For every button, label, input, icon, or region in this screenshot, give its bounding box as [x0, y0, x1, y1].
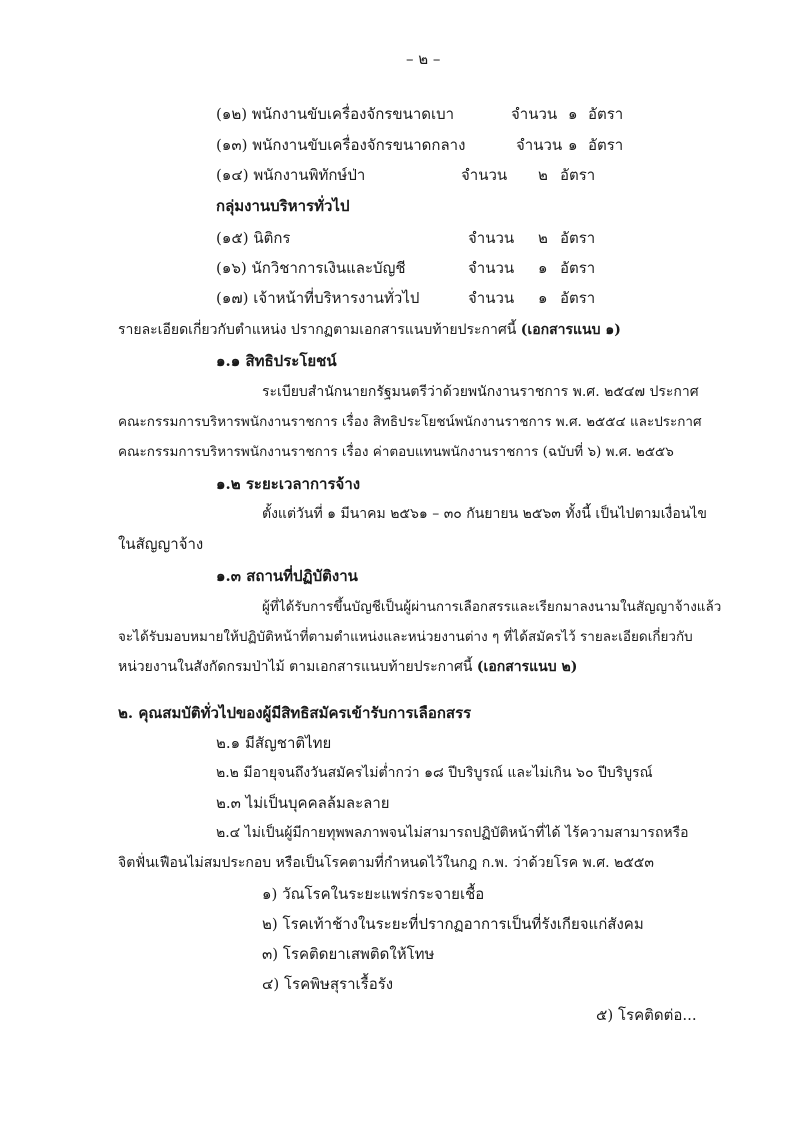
- paragraph-line: ในสัญญาจ้าง: [118, 535, 204, 553]
- position-name: (๑๕) นิติกร: [216, 229, 291, 247]
- paragraph-line: จะได้รับมอบหมายให้ปฏิบัติหน้าที่ตามตำแหน่งและหน่วยงานต่าง ๆ ที่ได้สมัครไว้ รายละเอียดเกี่ยวกับ: [118, 629, 693, 645]
- paragraph-line: คณะกรรมการบริหารพนักงานราชการ เรื่อง ค่าตอบแทนพนักงานราชการ (ฉบับที่ ๖) พ.ศ. ๒๕๕๖: [118, 444, 674, 460]
- qualification-item: ๒.๔ ไม่เป็นผู้มีกายทุพพลภาพจนไม่สามารถปฏิบัติหน้าที่ได้ ไร้ความสามารถหรือ: [216, 825, 689, 841]
- details-reference: (เอกสารแนบ ๑): [520, 322, 621, 338]
- position-unit: อัตรา: [560, 166, 596, 184]
- qualification-item: ๒.๓ ไม่เป็นบุคคลล้มละลาย: [216, 794, 390, 812]
- disease-item: ๒) โรคเท้าช้างในระยะที่ปรากฏอาการเป็นที่รังเกียจแก่สังคม: [262, 915, 644, 933]
- paragraph-line: คณะกรรมการบริหารพนักงานราชการ เรื่อง สิทธิประโยชน์พนักงานราชการ พ.ศ. ๒๕๕๔ และประกาศ: [118, 414, 702, 430]
- attachment-reference: (เอกสารแนบ ๒): [476, 659, 578, 675]
- position-unit: อัตรา: [560, 259, 596, 277]
- disease-item: ๓) โรคติดยาเสพติดให้โทษ: [262, 945, 435, 963]
- continuation-marker: ๕) โรคติดต่อ...: [596, 1006, 697, 1024]
- position-name: (๑๔) พนักงานพิทักษ์ป่า: [216, 166, 366, 184]
- qualification-item: ๒.๑ มีสัญชาติไทย: [216, 734, 332, 752]
- paragraph-text: หน่วยงานในสังกัดกรมป่าไม้ ตามเอกสารแนบท้ายประกาศนี้: [118, 659, 473, 675]
- position-count-label: จำนวน: [516, 136, 563, 154]
- section-heading-1-1: ๑.๑ สิทธิประโยชน์: [216, 352, 337, 370]
- details-text: รายละเอียดเกี่ยวกับตำแหน่ง ปรากฏตามเอกสารแนบท้ายประกาศนี้: [118, 322, 517, 338]
- details-line: [118, 320, 621, 340]
- position-unit: อัตรา: [560, 289, 596, 307]
- qualification-item: ๒.๒ มีอายุจนถึงวันสมัครไม่ต่ำกว่า ๑๘ ปีบริบูรณ์ และไม่เกิน ๖๐ ปีบริบูรณ์: [216, 765, 653, 781]
- position-count-label: จำนวน: [468, 229, 515, 247]
- position-count: ๒: [538, 229, 548, 247]
- disease-item: ๑) วัณโรคในระยะแพร่กระจายเชื้อ: [262, 885, 485, 903]
- position-count: ๑: [568, 136, 578, 154]
- position-count: ๑: [538, 289, 548, 307]
- position-name: (๑๒) พนักงานขับเครื่องจักรขนาดเบา: [216, 105, 455, 123]
- position-unit: อัตรา: [588, 105, 624, 123]
- paragraph-line: ตั้งแต่วันที่ ๑ มีนาคม ๒๕๖๑ – ๓๐ กันยายน ๒๕๖๓ ทั้งนี้ เป็นไปตามเงื่อนไข: [262, 506, 707, 522]
- group-heading: กลุ่มงานบริหารทั่วไป: [216, 197, 350, 215]
- position-count-label: จำนวน: [461, 166, 508, 184]
- paragraph-line: ระเบียบสำนักนายกรัฐมนตรีว่าด้วยพนักงานราชการ พ.ศ. ๒๕๔๗ ประกาศ: [262, 384, 699, 400]
- section-heading-1-3: ๑.๓ สถานที่ปฏิบัติงาน: [216, 567, 358, 585]
- section-heading-2: ๒. คุณสมบัติทั่วไปของผู้มีสิทธิสมัครเข้ารับการเลือกสรร: [118, 704, 472, 722]
- position-name: (๑๗) เจ้าหน้าที่บริหารงานทั่วไป: [216, 289, 420, 307]
- position-unit: อัตรา: [588, 136, 624, 154]
- disease-item: ๔) โรคพิษสุราเรื้อรัง: [262, 975, 394, 993]
- position-count: ๑: [538, 259, 548, 277]
- position-name: (๑๖) นักวิชาการเงินและบัญชี: [216, 259, 406, 277]
- position-count-label: จำนวน: [468, 289, 515, 307]
- paragraph-line: ผู้ที่ได้รับการขึ้นบัญชีเป็นผู้ผ่านการเลือกสรรและเรียกมาลงนามในสัญญาจ้างแล้ว: [262, 599, 722, 615]
- position-name: (๑๓) พนักงานขับเครื่องจักรขนาดกลาง: [216, 136, 466, 154]
- page-number: – ๒ –: [406, 50, 441, 68]
- position-unit: อัตรา: [560, 229, 596, 247]
- position-count-label: จำนวน: [468, 259, 515, 277]
- position-count: ๑: [568, 105, 578, 123]
- paragraph-line: [118, 657, 577, 677]
- qualification-item-cont: จิตฟั่นเฟือนไม่สมประกอบ หรือเป็นโรคตามที่กำหนดไว้ในกฎ ก.พ. ว่าด้วยโรค พ.ศ. ๒๕๕๓: [118, 855, 654, 871]
- position-count: ๒: [538, 166, 548, 184]
- position-count-label: จำนวน: [511, 105, 558, 123]
- section-heading-1-2: ๑.๒ ระยะเวลาการจ้าง: [216, 475, 361, 493]
